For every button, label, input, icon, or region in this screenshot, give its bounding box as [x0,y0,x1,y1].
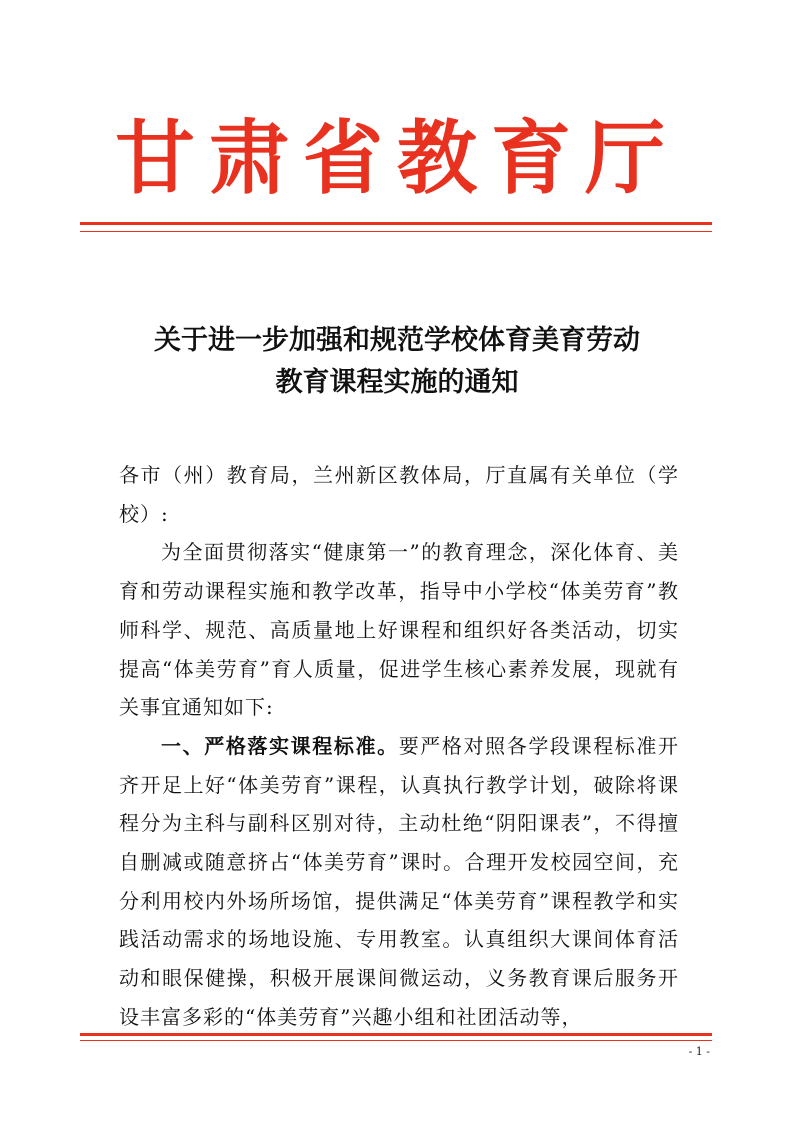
page-number: - 1 - [688,1045,710,1058]
document-title-line-2: 教育课程实施的通知 [275,367,519,398]
document-body [119,456,679,1037]
salutation: 各市（州）教育局，兰州新区教体局，厅直属有关单位（学校）: [119,463,679,526]
footer-rule-thick [80,1033,712,1036]
masthead-rule-thin [80,231,712,232]
section-1 [119,727,679,1037]
footer-rule-thin [80,1040,712,1041]
issuer-masthead: 甘肃省教育厅 [115,111,679,205]
section-1-body: 要严格对照各学段课程标准开齐开足上好“体美劳育”课程，认真执行教学计划，破除将课程分为主科与副科区别对待，主动杜绝“阴阳课表”，不得擅自删减或随意挤占“体美劳育”课时。合理开发校园空间，充分利用校内外场所场馆，提供满足“体美劳育”课程教学和实践活动需求的场地设施、专用教室。认真组织大课间体育活动和眼保健操，积极开展课间微运动，义务教育课后服务开设丰富多彩的“体美劳育”兴趣小组和社团活动等， [119,733,680,1029]
section-1-heading: 一、严格落实课程标准。 [161,733,399,758]
masthead-rule-thick [80,222,712,225]
document-title-line-1: 关于进一步加强和规范学校体育美育劳动 [154,325,640,356]
paragraph-1: 为全面贯彻落实“健康第一”的教育理念，深化体育、美育和劳动课程实施和教学改革，指导中小学校“体美劳育”教师科学、规范、高质量地上好课程和组织好各类活动，切实提高“体美劳育”育人质量，促进学生核心素养发展，现就有关事宜通知如下: [119,540,679,720]
